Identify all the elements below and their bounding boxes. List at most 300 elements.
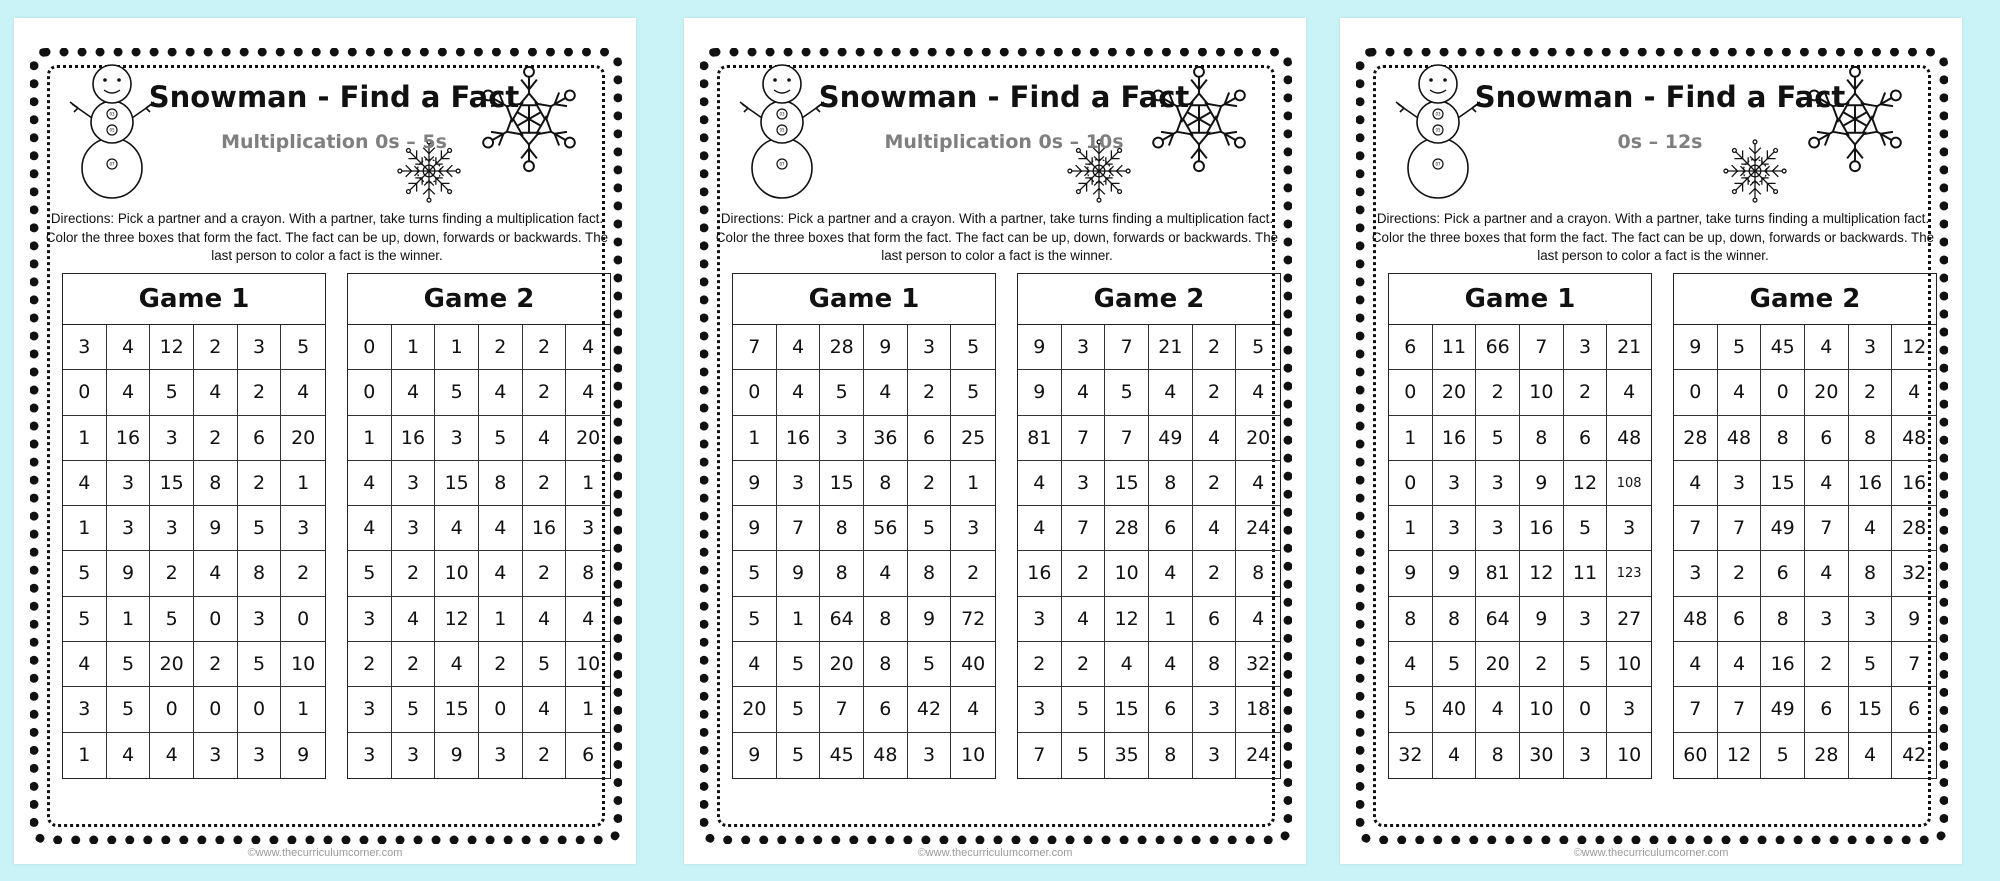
grid-cell: 5 [107, 642, 151, 687]
grid-cell: 32 [1892, 551, 1936, 596]
svg-text:05: 05 [779, 127, 785, 133]
grid-cell: 1 [1389, 416, 1433, 461]
grid-cell: 10 [1607, 642, 1651, 687]
grid-cell: 4 [1892, 370, 1936, 415]
grid-cell: 15 [1849, 687, 1893, 732]
footer-copyright: ©www.thecurriculumcorner.com [247, 847, 403, 859]
grid-cell: 3 [1849, 597, 1893, 642]
grid-cell: 4 [1718, 642, 1762, 687]
grid-cell: 8 [1433, 597, 1477, 642]
grid-cell: 11 [1433, 325, 1477, 370]
grid-cell: 8 [1476, 733, 1520, 778]
grid-cell: 6 [1149, 506, 1193, 551]
svg-text:07: 07 [109, 161, 115, 167]
grid-cell: 6 [1564, 416, 1608, 461]
grid-cell: 48 [1892, 416, 1936, 461]
grid-cell: 2 [194, 325, 238, 370]
grid-cell: 9 [908, 597, 952, 642]
grid-cell: 4 [777, 370, 821, 415]
grid-cell: 8 [1236, 551, 1280, 596]
grid-cell: 5 [908, 506, 952, 551]
grid-cell: 3 [1193, 733, 1237, 778]
grid-cell: 12 [435, 597, 479, 642]
grid-cell: 9 [1892, 597, 1936, 642]
grid-cell: 3 [107, 506, 151, 551]
grid-cell: 20 [820, 642, 864, 687]
grid-cell: 4 [392, 597, 436, 642]
game-board [1388, 273, 1652, 779]
grid-cell: 12 [1105, 597, 1149, 642]
grid-cell: 2 [479, 642, 523, 687]
grid-cell: 5 [1389, 687, 1433, 732]
grid-cell: 4 [1476, 687, 1520, 732]
grid-cell: 0 [194, 597, 238, 642]
grid-cell: 3 [479, 733, 523, 778]
grid-cell: 28 [1805, 733, 1849, 778]
grid-cell: 20 [1805, 370, 1849, 415]
grid-cell: 8 [1761, 416, 1805, 461]
grid-cell: 81 [1018, 416, 1062, 461]
grid-cell: 0 [194, 687, 238, 732]
grid-cell: 2 [1193, 461, 1237, 506]
grid-cell: 4 [566, 370, 610, 415]
grid-cell: 16 [523, 506, 567, 551]
grid-cell: 15 [1761, 461, 1805, 506]
grid-cell: 5 [107, 687, 151, 732]
grid-cell: 5 [392, 687, 436, 732]
grid-cell: 15 [435, 687, 479, 732]
grid-cell: 2 [951, 551, 995, 596]
grid-cell: 4 [150, 733, 194, 778]
grid-cell: 2 [348, 642, 392, 687]
grid-cell: 3 [281, 506, 325, 551]
grid-cell: 0 [348, 370, 392, 415]
grid-cell: 10 [1520, 687, 1564, 732]
game-board [1017, 273, 1281, 779]
grid-cell: 48 [864, 733, 908, 778]
grid-cell: 3 [1564, 325, 1608, 370]
grid-cell: 4 [1718, 370, 1762, 415]
grid-cell: 9 [733, 733, 777, 778]
grid-cell: 2 [1193, 370, 1237, 415]
grid-cell: 72 [951, 597, 995, 642]
snowflake-icon [1796, 60, 1914, 178]
grid-cell: 1 [281, 687, 325, 732]
grid-cell: 66 [1476, 325, 1520, 370]
grid-cell: 4 [194, 370, 238, 415]
number-grid [1389, 325, 1651, 778]
grid-cell: 3 [1018, 597, 1062, 642]
grid-cell: 4 [194, 551, 238, 596]
grid-cell: 21 [1607, 325, 1651, 370]
grid-cell: 1 [777, 597, 821, 642]
grid-cell: 1 [566, 461, 610, 506]
grid-cell: 5 [1718, 325, 1762, 370]
grid-cell: 24 [1246, 743, 1271, 766]
grid-cell: 35 [1105, 733, 1149, 778]
grid-cell: 0 [281, 597, 325, 642]
grid-cell: 10 [1617, 743, 1642, 766]
grid-cell: 5 [1564, 506, 1608, 551]
grid-cell: 1 [566, 687, 610, 732]
grid-cell: 28 [1674, 416, 1718, 461]
directions-text: Directions: Pick a partner and a crayon. With a partner, take turns finding a multiplication fact. Color the three boxes that form the fact. The fact can be up, down, forwards or backwards. The last person to color a fact is the winner. [1371, 211, 1935, 264]
grid-cell: 0 [1674, 370, 1718, 415]
grid-cell: 9 [864, 325, 908, 370]
grid-cell: 49 [1149, 416, 1193, 461]
grid-cell: 1 [479, 597, 523, 642]
grid-cell: 20 [1236, 416, 1280, 461]
grid-cell: 3 [392, 733, 436, 778]
grid-cell: 2 [1193, 325, 1237, 370]
grid-cell: 8 [1149, 733, 1193, 778]
grid-cell: 7 [1062, 506, 1106, 551]
footer-copyright: ©www.thecurriculumcorner.com [917, 847, 1073, 859]
grid-cell: 4 [63, 461, 107, 506]
grid-cell: 4 [435, 642, 479, 687]
grid-cell: 2 [194, 416, 238, 461]
grid-cell: 4 [1674, 642, 1718, 687]
grid-cell: 8 [194, 461, 238, 506]
grid-cell: 4 [1149, 642, 1193, 687]
grid-cell: 10 [281, 642, 325, 687]
grid-cell: 3 [1849, 325, 1893, 370]
grid-cell: 0 [63, 370, 107, 415]
grid-cell: 9 [733, 506, 777, 551]
grid-cell: 20 [1433, 370, 1477, 415]
grid-cell: 9 [777, 551, 821, 596]
grid-cell: 8 [1849, 416, 1893, 461]
grid-cell: 5 [1476, 416, 1520, 461]
grid-cell: 4 [951, 687, 995, 732]
grid-cell: 12 [1892, 325, 1936, 370]
grid-cell: 4 [1149, 370, 1193, 415]
svg-text:03: 03 [1435, 111, 1441, 117]
grid-cell: 0 [733, 370, 777, 415]
grid-cell: 12 [1718, 733, 1762, 778]
grid-cell: 5 [1236, 325, 1280, 370]
svg-text:03: 03 [109, 111, 115, 117]
footer-copyright: ©www.thecurriculumcorner.com [1573, 847, 1729, 859]
grid-cell: 16 [777, 416, 821, 461]
grid-cell: 3 [1433, 461, 1477, 506]
worksheet-page [14, 18, 636, 864]
game-label: Game 1 [733, 274, 995, 325]
grid-cell: 5 [733, 551, 777, 596]
grid-cell: 8 [820, 506, 864, 551]
grid-cell: 2 [1062, 551, 1106, 596]
grid-cell: 3 [908, 733, 952, 778]
grid-cell: 1 [348, 416, 392, 461]
grid-cell: 49 [1761, 687, 1805, 732]
grid-cell: 16 [1018, 551, 1062, 596]
grid-cell: 5 [1564, 642, 1608, 687]
grid-cell: 2 [194, 642, 238, 687]
grid-cell: 48 [1718, 416, 1762, 461]
grid-cell: 5 [523, 642, 567, 687]
grid-cell: 2 [238, 370, 282, 415]
grid-cell: 3 [1607, 687, 1651, 732]
grid-cell: 42 [1902, 743, 1927, 766]
grid-cell: 6 [1718, 597, 1762, 642]
grid-cell: 5 [435, 370, 479, 415]
grid-cell: 5 [63, 597, 107, 642]
grid-cell: 123 [1607, 551, 1651, 596]
grid-cell: 3 [1718, 461, 1762, 506]
grid-cell: 3 [392, 461, 436, 506]
grid-cell: 9 [1520, 597, 1564, 642]
game-label: Game 1 [1389, 274, 1651, 325]
grid-cell: 4 [1674, 461, 1718, 506]
grid-cell: 5 [63, 551, 107, 596]
grid-cell: 28 [1892, 506, 1936, 551]
grid-cell: 15 [150, 461, 194, 506]
grid-cell: 4 [1105, 642, 1149, 687]
grid-cell: 7 [1018, 733, 1062, 778]
grid-cell: 3 [566, 506, 610, 551]
grid-cell: 16 [1433, 416, 1477, 461]
grid-cell: 1 [951, 461, 995, 506]
grid-cell: 16 [1892, 461, 1936, 506]
grid-cell: 1 [1149, 597, 1193, 642]
grid-cell: 4 [566, 597, 610, 642]
grid-cell: 1 [435, 325, 479, 370]
grid-cell: 11 [1564, 551, 1608, 596]
game-board [1673, 273, 1937, 779]
grid-cell: 0 [238, 687, 282, 732]
grid-cell: 10 [1105, 551, 1149, 596]
grid-cell: 15 [1105, 687, 1149, 732]
grid-cell: 3 [1193, 687, 1237, 732]
grid-cell: 5 [777, 687, 821, 732]
game-label: Game 2 [348, 274, 610, 325]
grid-cell: 4 [1805, 325, 1849, 370]
grid-cell: 9 [107, 551, 151, 596]
grid-cell: 25 [951, 416, 995, 461]
grid-cell: 56 [864, 506, 908, 551]
grid-cell: 2 [1520, 642, 1564, 687]
grid-cell: 3 [1018, 687, 1062, 732]
grid-cell: 81 [1476, 551, 1520, 596]
number-grid [733, 325, 995, 778]
grid-cell: 5 [1433, 642, 1477, 687]
grid-cell: 16 [1761, 642, 1805, 687]
grid-cell: 4 [523, 687, 567, 732]
directions-text: Directions: Pick a partner and a crayon. With a partner, take turns finding a multiplication fact. Color the three boxes that form the fact. The fact can be up, down, forwards or backwards. The last person to color a fact is the winner. [45, 211, 609, 264]
grid-cell: 1 [392, 325, 436, 370]
grid-cell: 0 [150, 687, 194, 732]
grid-cell: 2 [1849, 370, 1893, 415]
grid-cell: 12 [1520, 551, 1564, 596]
game-board [732, 273, 996, 779]
grid-cell: 4 [479, 370, 523, 415]
grid-cell: 2 [523, 551, 567, 596]
grid-cell: 32 [1389, 733, 1433, 778]
grid-cell: 10 [566, 642, 610, 687]
grid-cell: 3 [951, 506, 995, 551]
grid-cell: 2 [281, 551, 325, 596]
worksheet-title: Snowman - Find a Fact [818, 80, 1190, 114]
grid-cell: 0 [1389, 461, 1433, 506]
grid-cell: 20 [566, 416, 610, 461]
grid-cell: 5 [951, 325, 995, 370]
grid-cell: 7 [1718, 506, 1762, 551]
grid-cell: 8 [1520, 416, 1564, 461]
grid-cell: 4 [864, 370, 908, 415]
grid-cell: 8 [1849, 551, 1893, 596]
grid-cell: 1 [63, 506, 107, 551]
svg-text:05: 05 [1435, 127, 1441, 133]
grid-cell: 49 [1761, 506, 1805, 551]
grid-cell: 6 [1761, 551, 1805, 596]
grid-cell: 6 [864, 687, 908, 732]
grid-cell: 5 [479, 416, 523, 461]
grid-cell: 3 [150, 506, 194, 551]
grid-cell: 64 [1476, 597, 1520, 642]
grid-cell: 0 [1389, 370, 1433, 415]
grid-cell: 10 [435, 551, 479, 596]
grid-cell: 6 [1389, 325, 1433, 370]
worksheet-title: Snowman - Find a Fact [1474, 80, 1846, 114]
grid-cell: 8 [864, 597, 908, 642]
grid-cell: 3 [63, 325, 107, 370]
grid-cell: 1 [63, 416, 107, 461]
grid-cell: 20 [281, 416, 325, 461]
grid-cell: 3 [150, 416, 194, 461]
grid-cell: 8 [864, 461, 908, 506]
grid-cell: 28 [1105, 506, 1149, 551]
grid-cell: 4 [1236, 370, 1280, 415]
grid-cell: 4 [1607, 370, 1651, 415]
game-board [62, 273, 326, 779]
grid-cell: 4 [63, 642, 107, 687]
grid-cell: 2 [392, 551, 436, 596]
grid-cell: 3 [1476, 506, 1520, 551]
grid-cell: 5 [1062, 687, 1106, 732]
grid-cell: 0 [348, 325, 392, 370]
grid-cell: 7 [1718, 687, 1762, 732]
grid-cell: 3 [1564, 733, 1608, 778]
worksheet-subtitle: 0s – 12s [1617, 131, 1703, 153]
grid-cell: 4 [1849, 506, 1893, 551]
grid-cell: 6 [582, 743, 595, 766]
grid-cell: 7 [820, 687, 864, 732]
grid-cell: 7 [1674, 506, 1718, 551]
grid-cell: 8 [1193, 642, 1237, 687]
grid-cell: 6 [908, 416, 952, 461]
grid-cell: 2 [1476, 370, 1520, 415]
grid-cell: 0 [1564, 687, 1608, 732]
grid-cell: 4 [1849, 733, 1893, 778]
grid-cell: 2 [523, 325, 567, 370]
grid-cell: 3 [238, 325, 282, 370]
grid-cell: 60 [1674, 733, 1718, 778]
grid-cell: 5 [1062, 733, 1106, 778]
grid-cell: 1 [107, 597, 151, 642]
grid-cell: 4 [392, 370, 436, 415]
grid-cell: 2 [1018, 642, 1062, 687]
grid-cell: 2 [479, 325, 523, 370]
grid-cell: 1 [1389, 506, 1433, 551]
grid-cell: 4 [281, 370, 325, 415]
grid-cell: 18 [1236, 687, 1280, 732]
grid-cell: 9 [1389, 551, 1433, 596]
grid-cell: 30 [1520, 733, 1564, 778]
grid-cell: 8 [908, 551, 952, 596]
number-grid [1018, 325, 1280, 778]
grid-cell: 3 [1476, 461, 1520, 506]
grid-cell: 3 [348, 597, 392, 642]
grid-cell: 5 [238, 642, 282, 687]
directions-text: Directions: Pick a partner and a crayon. With a partner, take turns finding a multiplication fact. Color the three boxes that form the fact. The fact can be up, down, forwards or backwards. The last person to color a fact is the winner. [715, 211, 1279, 264]
grid-cell: 4 [1805, 551, 1849, 596]
grid-cell: 3 [777, 461, 821, 506]
grid-cell: 64 [820, 597, 864, 642]
grid-cell: 5 [908, 642, 952, 687]
grid-cell: 3 [1062, 325, 1106, 370]
grid-cell: 6 [238, 416, 282, 461]
grid-cell: 3 [1433, 506, 1477, 551]
grid-cell: 3 [1062, 461, 1106, 506]
grid-cell: 8 [864, 642, 908, 687]
grid-cell: 4 [1062, 597, 1106, 642]
grid-cell: 108 [1607, 461, 1651, 506]
grid-cell: 9 [194, 506, 238, 551]
grid-cell: 4 [1193, 506, 1237, 551]
grid-cell: 40 [1433, 687, 1477, 732]
grid-cell: 2 [1193, 551, 1237, 596]
grid-cell: 3 [107, 461, 151, 506]
grid-cell: 3 [1607, 506, 1651, 551]
grid-cell: 7 [1674, 687, 1718, 732]
grid-cell: 45 [1761, 325, 1805, 370]
grid-cell: 4 [1018, 461, 1062, 506]
grid-cell: 4 [1236, 597, 1280, 642]
worksheet-subtitle: Multiplication 0s – 10s [884, 131, 1124, 153]
grid-cell: 10 [961, 743, 986, 766]
grid-cell: 4 [777, 325, 821, 370]
grid-cell: 7 [1105, 325, 1149, 370]
grid-cell: 4 [566, 325, 610, 370]
grid-cell: 5 [238, 506, 282, 551]
grid-cell: 4 [1062, 370, 1106, 415]
grid-cell: 8 [479, 461, 523, 506]
grid-cell: 4 [523, 416, 567, 461]
grid-cell: 3 [348, 687, 392, 732]
grid-cell: 4 [479, 551, 523, 596]
grid-cell: 5 [777, 733, 821, 778]
grid-cell: 5 [1849, 642, 1893, 687]
grid-cell: 5 [820, 370, 864, 415]
grid-cell: 42 [908, 687, 952, 732]
grid-cell: 4 [1389, 642, 1433, 687]
grid-cell: 4 [107, 325, 151, 370]
grid-cell: 3 [820, 416, 864, 461]
grid-cell: 8 [238, 551, 282, 596]
grid-cell: 48 [1674, 597, 1718, 642]
grid-cell: 5 [777, 642, 821, 687]
grid-cell: 7 [1805, 506, 1849, 551]
grid-cell: 2 [523, 733, 567, 778]
grid-cell: 2 [908, 370, 952, 415]
grid-cell: 5 [150, 370, 194, 415]
grid-cell: 4 [1433, 733, 1477, 778]
number-grid [1674, 325, 1936, 778]
grid-cell: 4 [348, 506, 392, 551]
grid-cell: 8 [1149, 461, 1193, 506]
grid-cell: 8 [1389, 597, 1433, 642]
grid-cell: 5 [733, 597, 777, 642]
